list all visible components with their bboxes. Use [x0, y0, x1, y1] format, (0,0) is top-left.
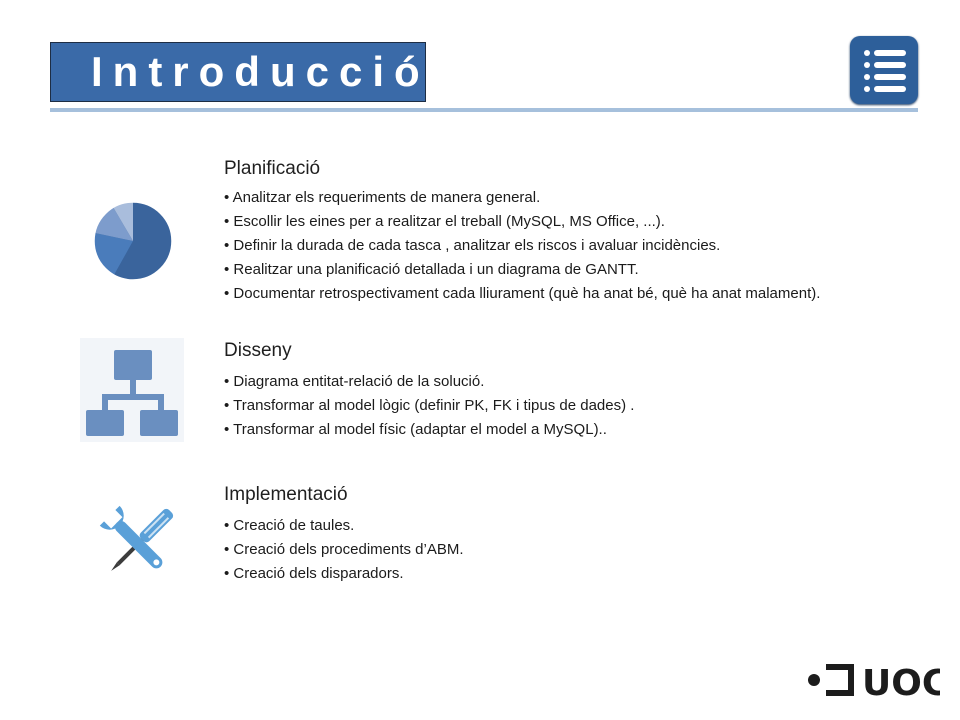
page-title: Introducció [91, 48, 430, 95]
title-underline [50, 108, 918, 112]
section-heading-disseny: Disseny [224, 340, 292, 361]
list-item: • Transformar al model físic (adaptar el model a MySQL).. [224, 418, 634, 442]
disseny-bullet-list [224, 370, 634, 442]
list-item: • Transformar al model lògic (definir PK, FK i tipus de dades) . [224, 394, 634, 418]
list-item: • Realitzar una planificació detallada i un diagrama de GANTT. [224, 258, 820, 282]
section-heading-planificacio: Planificació [224, 158, 321, 179]
implementacio-bullet-list [224, 514, 464, 586]
tools-icon [94, 500, 182, 593]
uoc-logo-icon [806, 660, 940, 705]
uoc-logo-text: UOC [862, 663, 940, 700]
list-icon [850, 36, 918, 104]
pie-chart-icon [90, 198, 176, 289]
list-item: • Creació dels procediments d’ABM. [224, 538, 464, 562]
hierarchy-diagram-icon [80, 338, 184, 447]
list-item: • Analitzar els requeriments de manera general. [224, 186, 820, 210]
list-item: • Escollir les eines per a realitzar el treball (MySQL, MS Office, ...). [224, 210, 820, 234]
list-item: • Definir la durada de cada tasca , analitzar els riscos i avaluar incidències. [224, 234, 820, 258]
list-item: • Diagrama entitat-relació de la solució. [224, 370, 634, 394]
title-banner [50, 42, 430, 102]
list-item: • Creació dels disparadors. [224, 562, 464, 586]
list-item: • Documentar retrospectivament cada lliurament (què ha anat bé, què ha anat malament). [224, 282, 820, 306]
section-heading-implementacio: Implementació [224, 484, 348, 505]
list-item: • Creació de taules. [224, 514, 464, 538]
planificacio-bullet-list [224, 186, 820, 306]
